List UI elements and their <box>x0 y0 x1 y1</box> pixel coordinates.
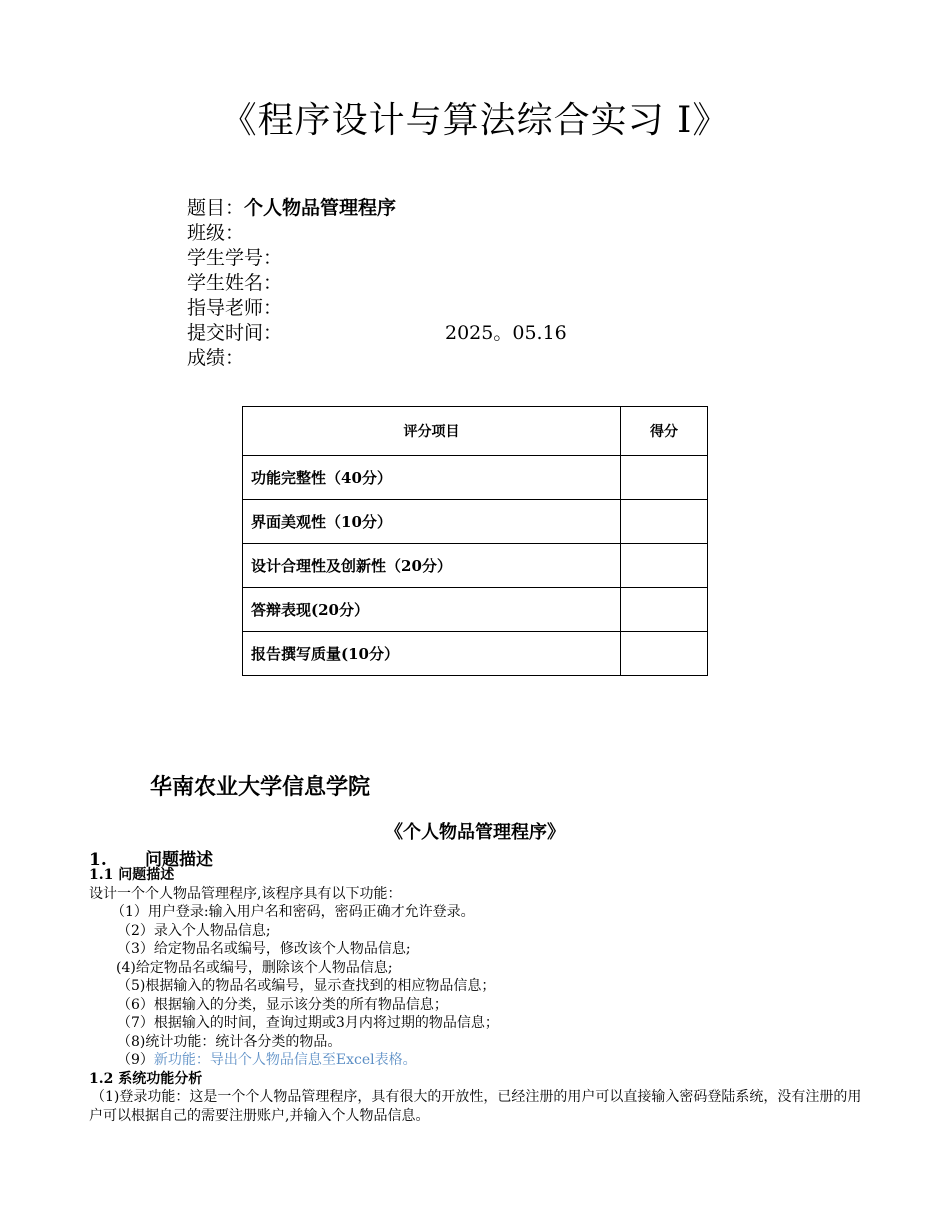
header-criteria: 评分项目 <box>243 407 621 456</box>
score-cell <box>621 500 708 544</box>
item9-text: 新功能：导出个人物品信息至Excel表格。 <box>153 1052 417 1068</box>
criteria-cell: 答辩表现(20分） <box>243 588 621 632</box>
list-item: （1）用户登录:输入用户名和密码，密码正确才允许登录。 <box>111 904 475 920</box>
table-row <box>243 456 708 500</box>
item9-prefix: （9） <box>117 1052 154 1068</box>
grade-row <box>187 346 396 371</box>
section-title: 问题描述 <box>145 850 213 870</box>
list-item: （7）根据输入的时间，查询过期或3月内将过期的物品信息； <box>117 1015 499 1031</box>
subsection-heading-1-2: 1.2 系统功能分析 <box>89 1070 203 1087</box>
score-table <box>242 406 708 676</box>
list-item: （3）给定物品名或编号，修改该个人物品信息; <box>117 941 411 957</box>
table-row <box>243 588 708 632</box>
score-cell <box>621 456 708 500</box>
list-item: (4)给定物品名或编号，删除该个人物品信息; <box>116 959 393 976</box>
score-table-header <box>243 407 708 456</box>
section-number: 1. <box>89 850 107 870</box>
score-cell <box>621 588 708 632</box>
student-id-label: 学生学号： <box>187 247 283 269</box>
list-item <box>89 1051 869 1070</box>
list-item: （5)根据输入的物品名或编号，显示查找到的相应物品信息； <box>117 978 496 994</box>
table-row <box>243 500 708 544</box>
grade-label: 成绩： <box>187 347 245 369</box>
criteria-cell: 功能完整性（40分） <box>243 456 621 500</box>
teacher-label: 指导老师： <box>187 297 283 319</box>
class-label: 班级： <box>187 222 245 244</box>
score-cell <box>621 544 708 588</box>
report-body <box>89 866 869 1125</box>
document-title: 《程序设计与算法综合实习 I》 <box>220 100 730 141</box>
list-item: （6）根据输入的分类，显示该分类的所有物品信息； <box>117 996 448 1013</box>
student-name-label: 学生姓名： <box>187 272 283 294</box>
login-paragraph: （1)登录功能：这是一个个人物品管理程序，具有很大的开放性，已经注册的用户可以直接输入密码登陆系统，没有注册的用户可以根据自己的需要注册账户,并输入个人物品信息。 <box>89 1089 862 1124</box>
topic-row <box>187 196 396 221</box>
submit-row <box>187 321 567 346</box>
class-row <box>187 221 396 246</box>
submit-label: 提交时间： <box>187 322 283 344</box>
intro-line: 设计一个个人物品管理程序,该程序具有以下功能： <box>89 885 402 902</box>
header-score: 得分 <box>621 407 708 456</box>
list-item: （2）录入个人物品信息; <box>117 922 271 939</box>
college-name: 华南农业大学信息学院 <box>150 774 371 800</box>
score-cell <box>621 632 708 676</box>
criteria-cell: 界面美观性（10分） <box>243 500 621 544</box>
student-name-row <box>187 271 396 296</box>
cover-info <box>187 196 567 371</box>
subsection-heading-1-1: 1.1 问题描述 <box>89 867 175 883</box>
table-row <box>243 632 708 676</box>
report-subtitle: 《个人物品管理程序》 <box>385 822 565 843</box>
topic-value: 个人物品管理程序 <box>244 197 397 219</box>
table-row <box>243 544 708 588</box>
topic-label: 题目： <box>187 197 245 219</box>
list-item: （8)统计功能：统计各分类的物品。 <box>117 1033 342 1050</box>
student-id-row <box>187 246 396 271</box>
criteria-cell: 设计合理性及创新性（20分） <box>243 544 621 588</box>
criteria-cell: 报告撰写质量(10分） <box>243 632 621 676</box>
teacher-row <box>187 296 396 321</box>
submit-date: 2025。05.16 <box>445 322 567 344</box>
